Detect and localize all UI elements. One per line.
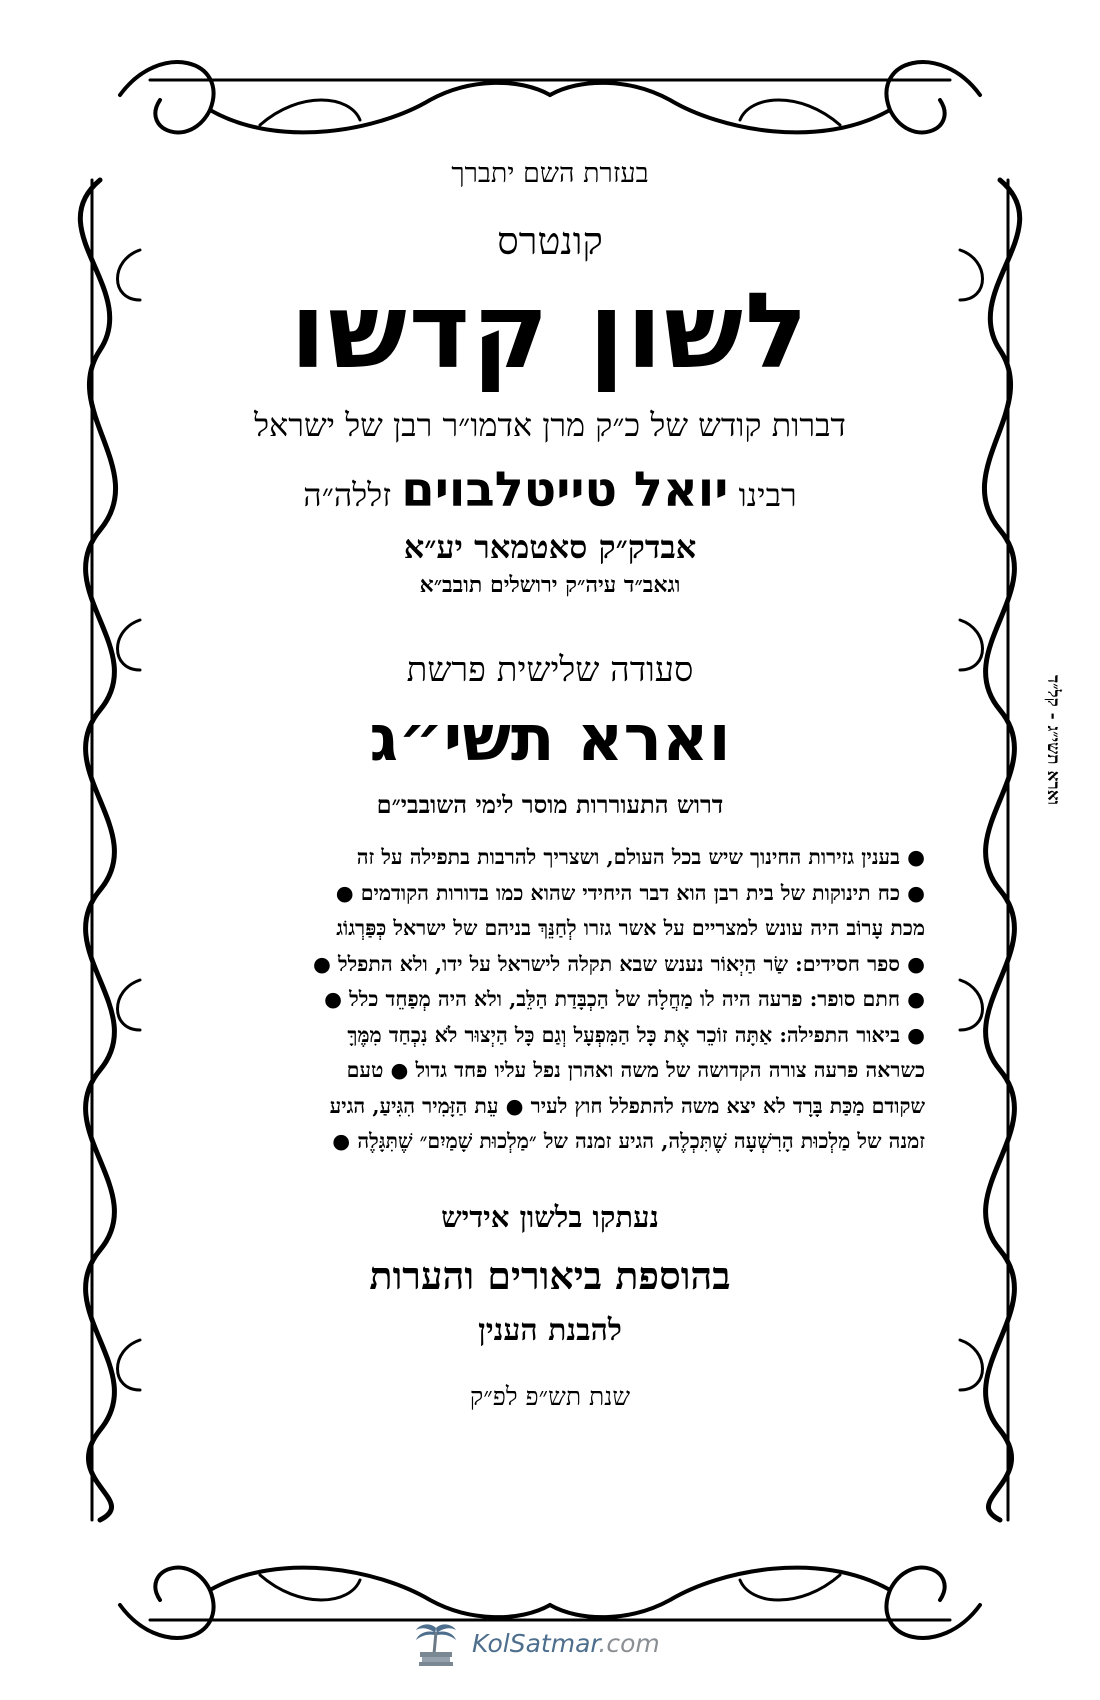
translated-note: נעתקו בלשון אידיש (441, 1199, 659, 1234)
topic-line: זמנה של מַלְכוּת הָרִשְׁעָה שֶׁתִּכְלֶה, הגיע זמנה של ״מַלְכוּת שָׁמַיִם״ שֶׁתִּגָּלֶה ● (332, 1129, 925, 1153)
author-suffix: זללה״ה (303, 476, 392, 514)
kuntres-label: קונטרס (497, 219, 603, 263)
brand-domain: .com (598, 1628, 660, 1658)
author-title: אבדק״ק סאטמאר יע״א (403, 528, 697, 566)
topic-line: מכת עָרוֹב היה עונש למצריים על אשר גזרו לְחַנֵּךְ בניהם של ישראל כְּפַּרְגוֹג (336, 916, 925, 940)
title-page (175, 140, 925, 1540)
topic-line: ● ביאור התפילה: אַתָּה זוֹכֵר אֶת כָּל הַמִּפְעָל וְגַם כָּל הַיְצוּר לֹא נִכְחַד מִמֶּךָּ (347, 1022, 925, 1047)
author-prefix: רבינו (738, 476, 797, 514)
main-title: לשון קדשו (290, 270, 810, 392)
brand-name: KolSatmar (472, 1628, 599, 1658)
author-row (175, 462, 925, 518)
understanding-line: להבנת הענין (478, 1312, 622, 1348)
blessing-line: בעזרת השם יתברך (451, 158, 649, 189)
side-running-title: וארא תשי״ג - קל״ד (1043, 675, 1063, 805)
drush-label: דרוש התעוררות מוסר לימי השובבי״ם (376, 790, 724, 819)
topic-line: שקודם מַכַּת בָּרָד לא יצא משה להתפלל חוץ לעיר ● עֵת הַזָּמִיר הִגִּיעַ, הגיע (329, 1093, 925, 1118)
topic-line: ● ספר חסידים: שַׂר הַיְאוֹר נענש שבא תקלה לישראל על ידו, ולא התפלל ● (312, 951, 925, 976)
author-name: יואל טייטלבוים (401, 462, 729, 518)
addition-title: בהוספת ביאורים והערות (369, 1252, 731, 1298)
parsha-title: וארא תשי״ג (369, 702, 731, 776)
topic-line: ● כח תינוקות של בית רבן הוא דבר היחידי שהוא כמו בדורות הקודמים ● (335, 880, 925, 905)
kolsatmar-brand[interactable] (410, 1618, 690, 1668)
topics-list (175, 840, 925, 1160)
palm-tree-books-logo-icon (410, 1618, 462, 1668)
topic-line: כשראה פרעה צורה הקדושה של משה ואהרן נפל עליו פחד גדול ● טעם (346, 1058, 925, 1082)
author-subtitle: וגאב״ד עיה״ק ירושלים תובב״א (419, 572, 681, 598)
topic-line: ● חתם סופר: פרעה היה לו מַחֲלָה של הַכְבָּדַת הַלֵּב, ולא היה מְפַחֵד כלל ● (324, 987, 925, 1011)
brand-text (472, 1629, 660, 1658)
meal-label: סעודה שלישית פרשת (406, 650, 694, 690)
author-intro: דברות קודש של כ״ק מרן אדמו״ר רבן של ישראל (254, 406, 846, 444)
year-line: שנת תש״פ לפ״ק (469, 1381, 631, 1411)
topic-line: ● בענין גזירות החינוך שיש בכל העולם, ושצריך להרבות בתפילה על זה (356, 845, 925, 869)
